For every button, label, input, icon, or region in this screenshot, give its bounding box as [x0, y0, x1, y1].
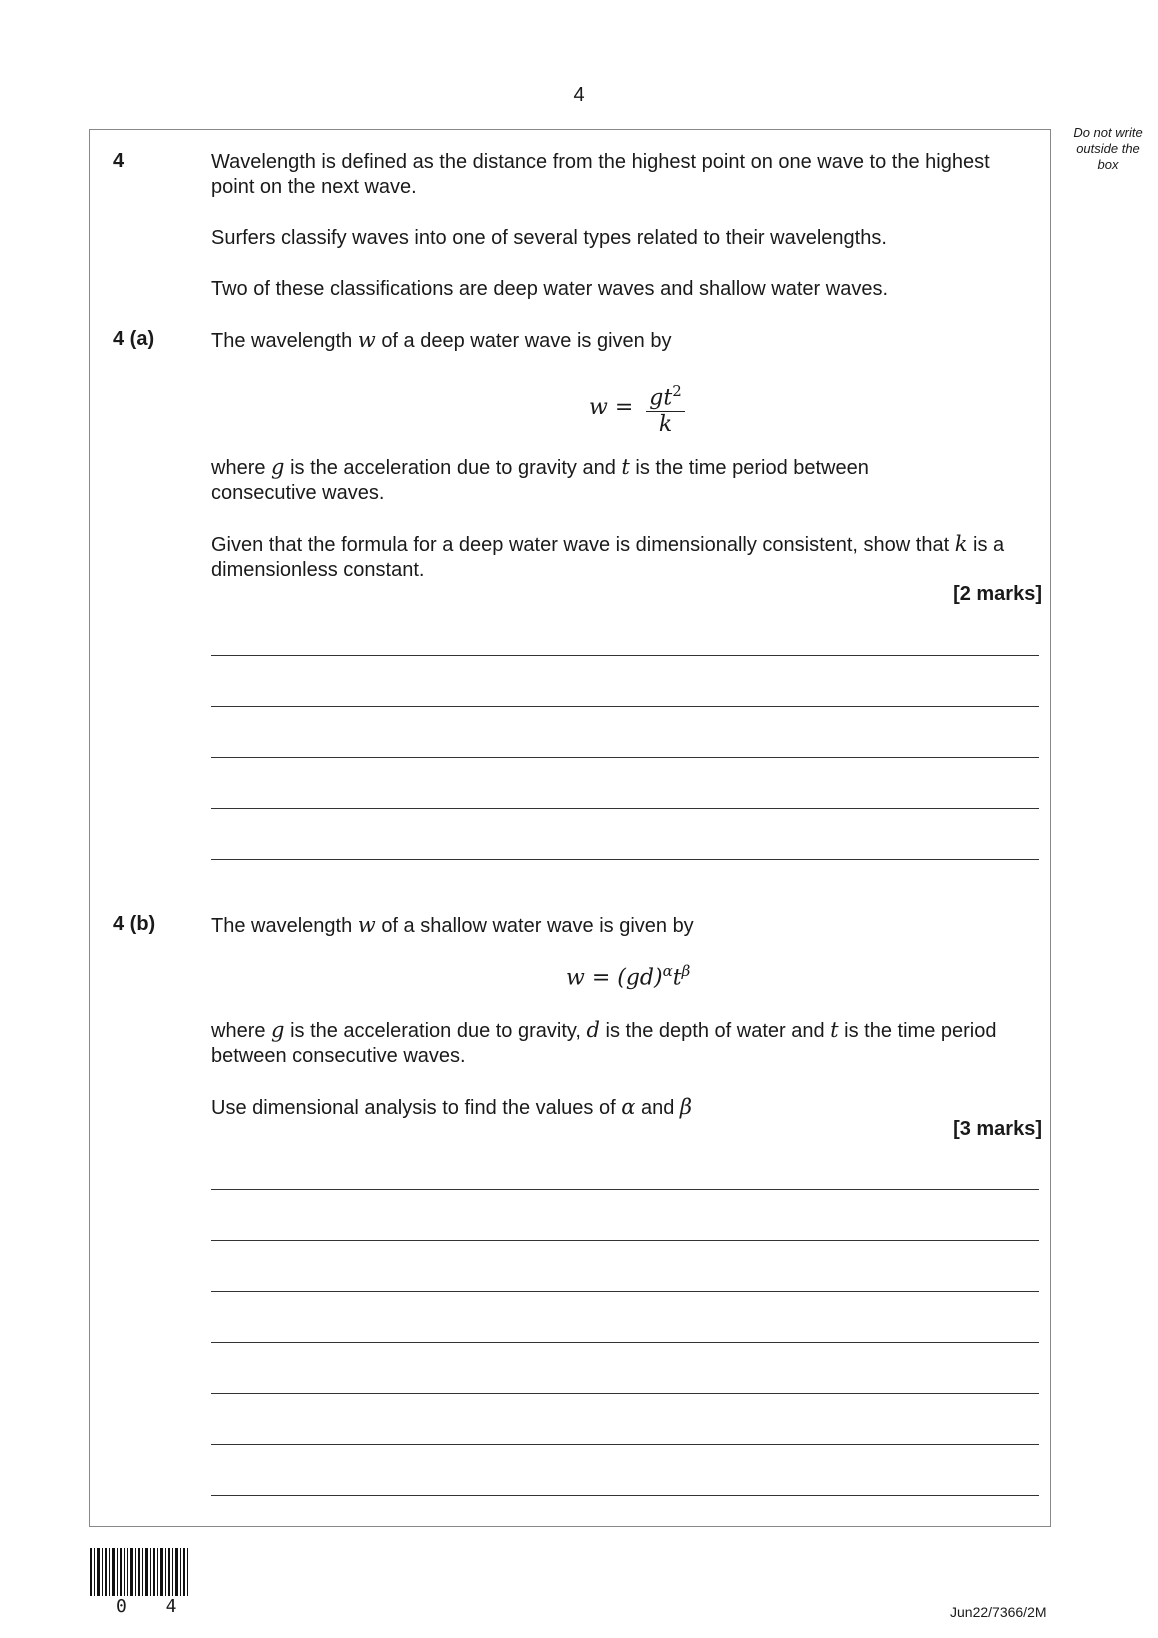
shallow-water-formula: [566, 962, 690, 990]
margin-note: [1062, 125, 1154, 173]
answer-line-4b-7[interactable]: [211, 1495, 1039, 1496]
q4a-task-post: is a dimensionless constant.: [211, 534, 1005, 581]
formula-a-numerator: [646, 378, 684, 412]
answer-line-4b-2[interactable]: [211, 1240, 1039, 1241]
question-4-intro-3: Two of these classifications are deep water waves and shallow water waves.: [211, 278, 889, 300]
q4b-stem-post: of a shallow water wave is given by: [381, 915, 694, 937]
q4b-where-d: d: [586, 1018, 600, 1042]
question-4b-stem: [211, 913, 1011, 939]
q4a-task-var: k: [954, 532, 968, 556]
q4a-stem-post: of a deep water wave is given by: [381, 330, 672, 352]
barcode-digits: 0 4: [116, 1596, 191, 1617]
answer-line-4a-5[interactable]: [211, 859, 1039, 860]
question-4a-label: 4 (a): [113, 328, 155, 350]
formula-b-base: w = (gd): [566, 965, 663, 991]
deep-water-formula: [589, 378, 685, 438]
question-4-number: 4: [113, 150, 125, 172]
question-4a-where: [211, 455, 951, 506]
question-4a-stem: [211, 328, 1011, 354]
margin-note-line-3: box: [1097, 157, 1119, 172]
q4b-task-and: and: [640, 1097, 675, 1119]
q4b-stem-var: w: [357, 913, 376, 937]
q4b-where-t: t: [830, 1018, 839, 1042]
q4b-where-3: is the depth of water and: [605, 1020, 825, 1042]
answer-line-4a-3[interactable]: [211, 757, 1039, 758]
q4b-stem-pre: The wavelength: [211, 915, 353, 937]
answer-line-4a-2[interactable]: [211, 706, 1039, 707]
formula-a-denominator: k: [658, 412, 673, 438]
question-4b-task: [211, 1095, 1011, 1121]
q4a-where-2: is the acceleration due to gravity and: [290, 457, 616, 479]
q4b-where-g: g: [271, 1018, 285, 1042]
margin-note-line-1: Do not write: [1073, 125, 1143, 140]
answer-line-4b-4[interactable]: [211, 1342, 1039, 1343]
barcode-icon: [90, 1548, 188, 1596]
answer-line-4a-1[interactable]: [211, 655, 1039, 656]
q4a-where-1: where: [211, 457, 266, 479]
q4b-task-alpha: α: [621, 1095, 636, 1119]
question-4-intro-1: Wavelength is defined as the distance from the highest point on one wave to the highest point on the next wave.: [211, 151, 990, 198]
formula-b-t: t: [672, 965, 682, 991]
answer-line-4a-4[interactable]: [211, 808, 1039, 809]
q4b-where-2: is the acceleration due to gravity,: [290, 1020, 581, 1042]
question-4b-where: [211, 1018, 1021, 1069]
q4b-where-1: where: [211, 1020, 266, 1042]
question-4b-label: 4 (b): [113, 913, 156, 935]
formula-b-exp-beta: β: [681, 962, 691, 980]
question-4-intro-2: Surfers classify waves into one of several types related to their wavelengths.: [211, 227, 887, 249]
answer-line-4b-3[interactable]: [211, 1291, 1039, 1292]
answer-line-4b-6[interactable]: [211, 1444, 1039, 1445]
q4b-where-4: is the time period between consecutive waves.: [211, 1020, 997, 1067]
q4b-task-beta: β: [679, 1095, 693, 1119]
question-4b-marks: [3 marks]: [953, 1118, 1042, 1140]
question-4a-marks: [2 marks]: [953, 583, 1042, 605]
margin-note-line-2: outside the: [1076, 141, 1140, 156]
answer-line-4b-1[interactable]: [211, 1189, 1039, 1190]
q4a-task-pre: Given that the formula for a deep water wave is dimensionally consistent, show that: [211, 534, 950, 556]
q4a-stem-var: w: [357, 328, 376, 352]
q4a-where-3: is the time period between consecutive waves.: [211, 457, 869, 504]
formula-a-fraction: [646, 378, 684, 438]
formula-a-num-exp: 2: [672, 382, 682, 400]
answer-line-4b-5[interactable]: [211, 1393, 1039, 1394]
formula-a-lhs: w =: [589, 395, 634, 421]
footer-paper-code: Jun22/7366/2M: [950, 1604, 1047, 1620]
q4a-stem-pre: The wavelength: [211, 330, 353, 352]
q4a-where-g: g: [271, 455, 285, 479]
q4b-task-pre: Use dimensional analysis to find the values of: [211, 1097, 616, 1119]
formula-a-num-base: gt: [649, 385, 673, 411]
q4a-where-t: t: [621, 455, 630, 479]
formula-b-exp-alpha: α: [662, 962, 673, 980]
question-4a-task: [211, 532, 1051, 583]
page-number: 4: [573, 84, 585, 106]
